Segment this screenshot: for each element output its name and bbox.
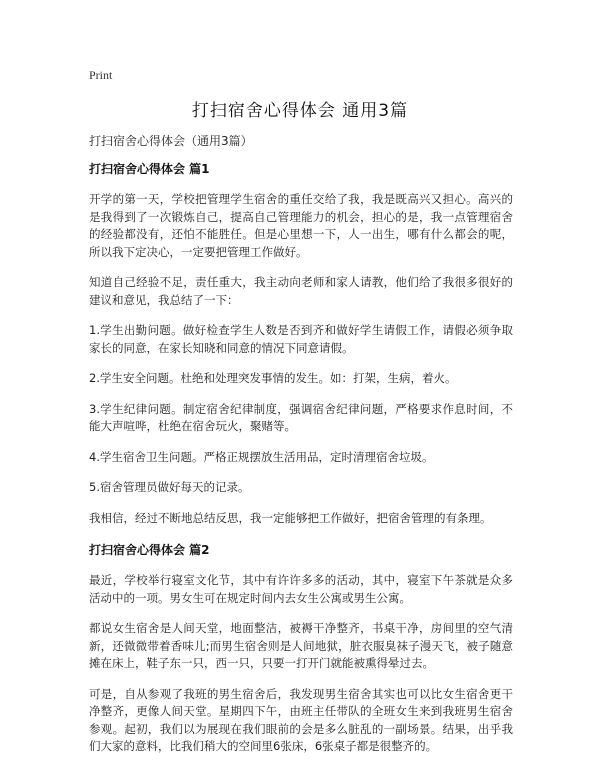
- paragraph: 都说女生宿舍是人间天堂，地面整洁，被褥干净整齐，书桌干净，房间里的空气清新，还微微带着香味儿;而男生宿舍则是人间地狱，脏衣服臭袜子漫天飞，被子随意摊在床上，鞋子东一只，西一只，只要一打开门就能被熏得晕过去。: [89, 621, 513, 670]
- paragraph: 1.学生出勤问题。做好检查学生人数是否到齐和做好学生请假工作，请假必须争取家长的同意，在家长知晓和同意的情况下同意请假。: [89, 323, 513, 355]
- document-title: 打扫宿舍心得体会 通用3篇: [191, 101, 409, 121]
- paragraph: 我相信，经过不断地总结反思，我一定能够把工作做好，把宿舍管理的有条理。: [89, 510, 492, 525]
- paragraph: 知道自己经验不足，责任重大，我主动向老师和家人请教，他们给了我很多很好的建议和意见，我总结了一下：: [89, 275, 513, 307]
- paragraph: 5.宿舍管理员做好每天的记录。: [89, 480, 250, 494]
- section-2: [89, 540, 513, 756]
- paragraph: 开学的第一天，学校把管理学生宿舍的重任交给了我，我是既高兴又担心。高兴的是我得到了一次锻炼自己，提高自己管理能力的机会，担心的是，我一点管理宿舍的经验都没有，还怕不能胜任。但是心里想一下，人一出生，哪有什么都会的呢，所以我下定决心，一定要把管理工作做好。: [89, 192, 513, 259]
- paragraph: 2.学生安全问题。杜绝和处理突发事情的发生。如：打架，生病，着火。: [89, 371, 457, 385]
- paragraph: 最近，学校举行寝室文化节，其中有许许多多的活动，其中，寝室下午茶就是众多活动中的一项。男女生可在规定时间内去女生公寓或男生公寓。: [89, 573, 513, 605]
- section-heading: 打扫宿舍心得体会 篇2: [89, 543, 210, 557]
- document-subtitle: 打扫宿舍心得体会（通用3篇）: [89, 134, 253, 148]
- paragraph: 可是，自从参观了我班的男生宿舍后，我发现男生宿舍其实也可以比女生宿舍更干净整齐，更像人间天堂。星期四下午，由班主任带队的全班女生来到我班男生宿舍参观。起初，我们以为展现在我们眼前的会是多么脏乱的一副场景。结果，出乎我们大家的意料，比我们稍大的空间里6张床，6张桌子都是很整齐的。: [89, 686, 513, 753]
- print-label: Print: [89, 68, 113, 82]
- document-body: [89, 131, 513, 769]
- section-1: [89, 159, 513, 527]
- section-heading: 打扫宿舍心得体会 篇1: [89, 162, 210, 176]
- paragraph: 4.学生宿舍卫生问题。严格正规摆放生活用品，定时清理宿舍垃圾。: [89, 449, 434, 464]
- paragraph: 3.学生纪律问题。制定宿舍纪律制度，强调宿舍纪律问题，严格要求作息时间，不能大声喧哗，杜绝在宿舍玩火，聚赌等。: [89, 401, 513, 433]
